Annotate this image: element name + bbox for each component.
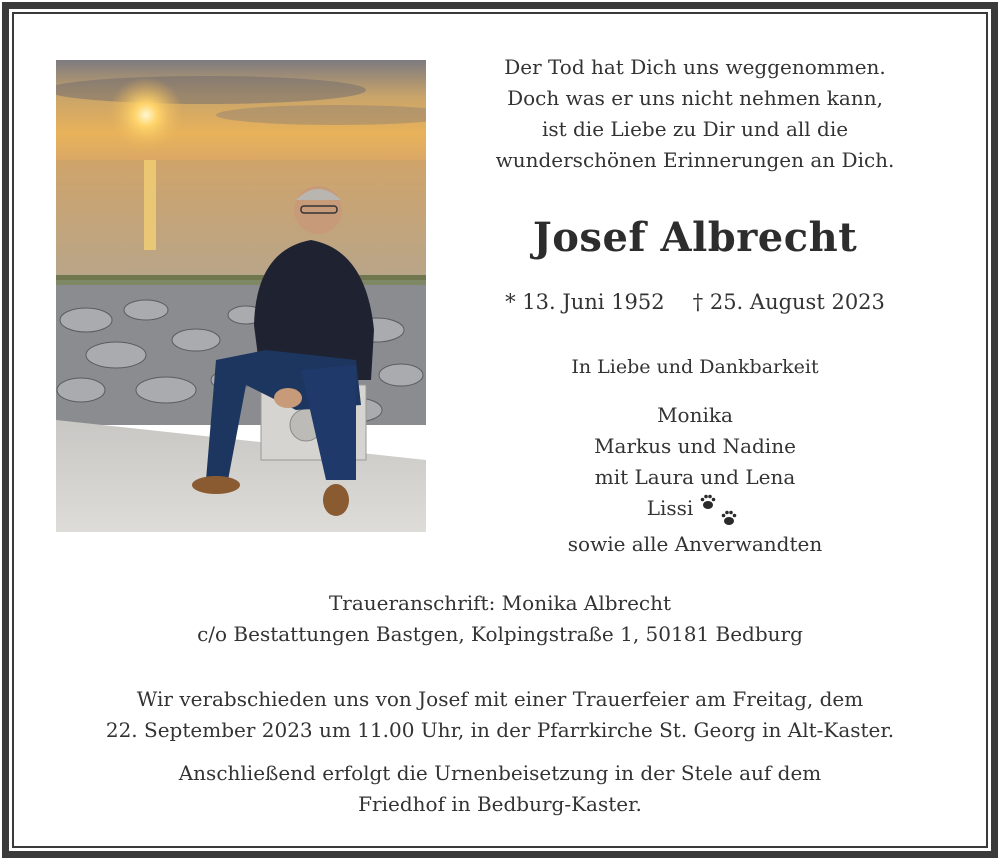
poem (440, 52, 950, 176)
ceremony-line: Wir verabschieden uns von Josef mit einer Trauerfeier am Freitag, dem (136, 687, 864, 711)
address-line: c/o Bestattungen Bastgen, Kolpingstraße 1, 50181 Bedburg (197, 622, 803, 646)
birth-date: * 13. Juni 1952 (505, 290, 665, 314)
mourner-name: mit Laura und Lena (594, 465, 796, 489)
mourner-name: sowie alle Anverwandten (567, 532, 823, 556)
paw-prints-icon (699, 493, 743, 529)
ceremony-info (40, 684, 960, 746)
burial-info (40, 758, 960, 820)
burial-line: Friedhof in Bedburg-Kaster. (358, 792, 642, 816)
deceased-name: Josef Albrecht (532, 214, 858, 261)
life-dates (440, 290, 950, 314)
death-date: † 25. August 2023 (692, 290, 885, 314)
burial-line: Anschließend erfolgt die Urnenbeisetzung in der Stele auf dem (178, 761, 822, 785)
mourners-intro: In Liebe und Dankbarkeit (571, 356, 819, 378)
mourner-pet (440, 493, 950, 529)
poem-line: ist die Liebe zu Dir und all die (541, 117, 849, 141)
mourners-list (440, 400, 950, 560)
poem-line: Doch was er uns nicht nehmen kann, (507, 86, 883, 110)
poem-line: Der Tod hat Dich uns weggenommen. (504, 55, 886, 79)
mourner-name: Lissi (646, 496, 694, 520)
ceremony-line: 22. September 2023 um 11.00 Uhr, in der Pfarrkirche St. Georg in Alt-Kaster. (105, 718, 895, 742)
poem-line: wunderschönen Erinnerungen an Dich. (495, 148, 895, 172)
mourner-name: Monika (657, 403, 733, 427)
address-line: Traueranschrift: Monika Albrecht (328, 591, 672, 615)
mourning-address (60, 588, 940, 650)
portrait-photo (56, 60, 426, 532)
mourner-name: Markus und Nadine (594, 434, 796, 458)
